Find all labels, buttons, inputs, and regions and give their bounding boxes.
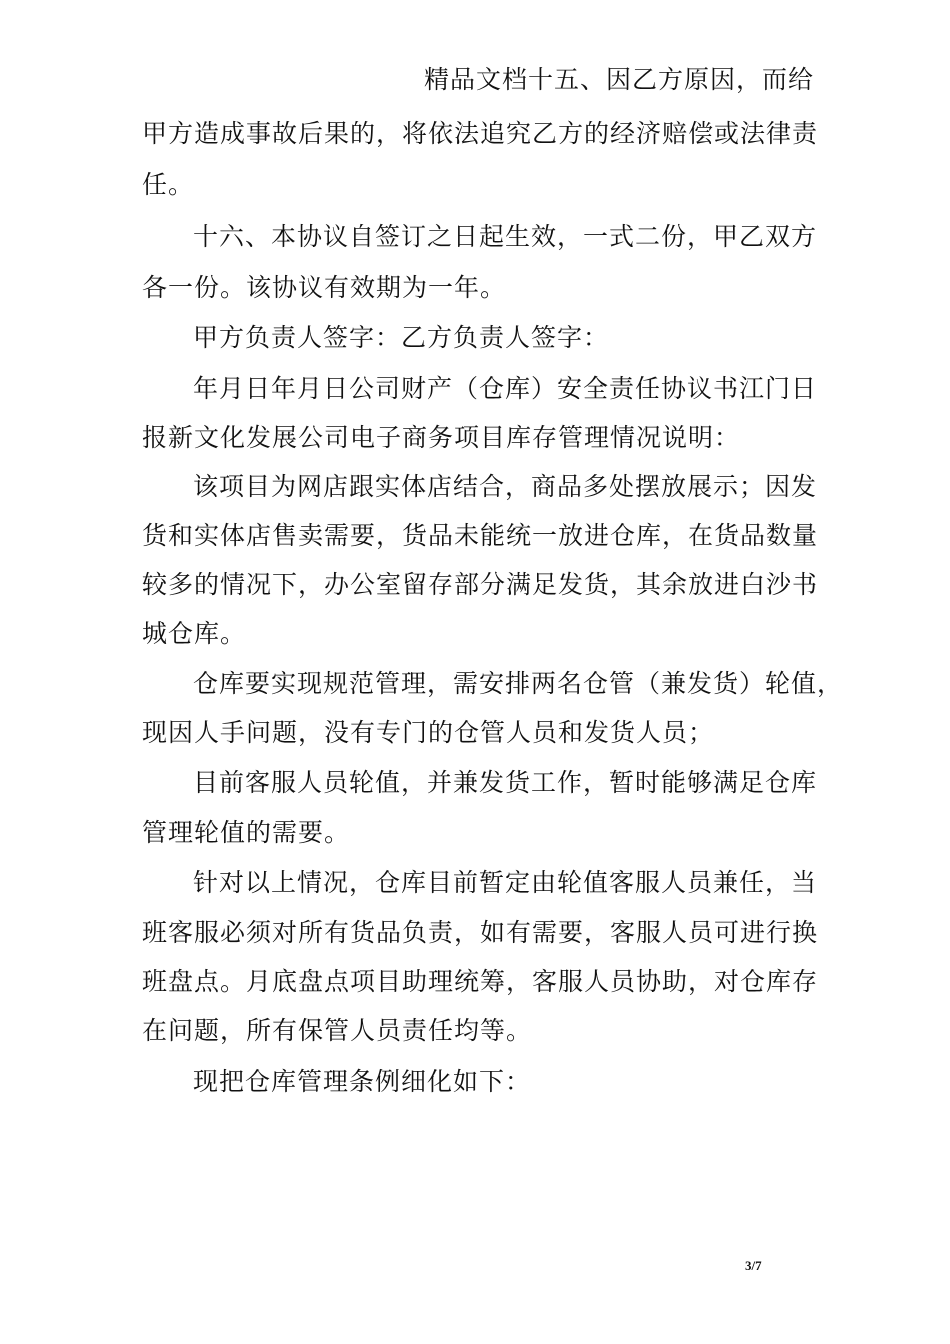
paragraph-line: 城仓库。 <box>142 619 247 648</box>
doc-header: 精品文档 <box>424 65 529 94</box>
paragraph-line: 针对以上情况，仓库目前暂定由轮值客服人员兼任，当 <box>193 868 818 897</box>
paragraph-line: 仓库要实现规范管理，需安排两名仓管（兼发货）轮值， <box>193 669 844 698</box>
first-line <box>424 60 814 100</box>
paragraph-line: 年月日年月日公司财产（仓库）安全责任协议书江门日 <box>193 374 818 403</box>
paragraph-line: 班客服必须对所有货品负责，如有需要，客服人员可进行换 <box>142 918 819 947</box>
paragraph-line: 任。 <box>142 170 195 199</box>
paragraph-line: 货和实体店售卖需要，货品未能统一放进仓库，在货品数量 <box>142 521 819 550</box>
paragraph-line: 较多的情况下，办公室留存部分满足发货，其余放进白沙书 <box>142 570 819 599</box>
paragraph-line: 目前客服人员轮值，并兼发货工作，暂时能够满足仓库 <box>193 768 818 797</box>
paragraph-line: 管理轮值的需要。 <box>142 818 351 847</box>
paragraph-line: 现把仓库管理条例细化如下： <box>193 1067 532 1096</box>
page-number: 3/7 <box>745 1258 762 1273</box>
paragraph-line: 十六、本协议自签订之日起生效，一式二份，甲乙双方 <box>193 222 818 251</box>
paragraph-line: 现因人手问题，没有专门的仓管人员和发货人员； <box>142 718 715 747</box>
paragraph-line: 班盘点。月底盘点项目助理统筹，客服人员协助，对仓库存 <box>142 967 819 996</box>
paragraph-line: 甲方造成事故后果的，将依法追究乙方的经济赔偿或法律责 <box>142 119 819 148</box>
signature-line: 甲方负责人签字：乙方负责人签字： <box>193 323 610 352</box>
paragraph-line: 十五、因乙方原因，而给 <box>528 65 815 94</box>
paragraph-line: 报新文化发展公司电子商务项目库存管理情况说明： <box>142 423 741 452</box>
paragraph-line: 各一份。该协议有效期为一年。 <box>142 273 507 302</box>
paragraph-line: 该项目为网店跟实体店结合，商品多处摆放展示；因发 <box>193 472 818 501</box>
paragraph-line: 在问题，所有保管人员责任均等。 <box>142 1016 533 1045</box>
